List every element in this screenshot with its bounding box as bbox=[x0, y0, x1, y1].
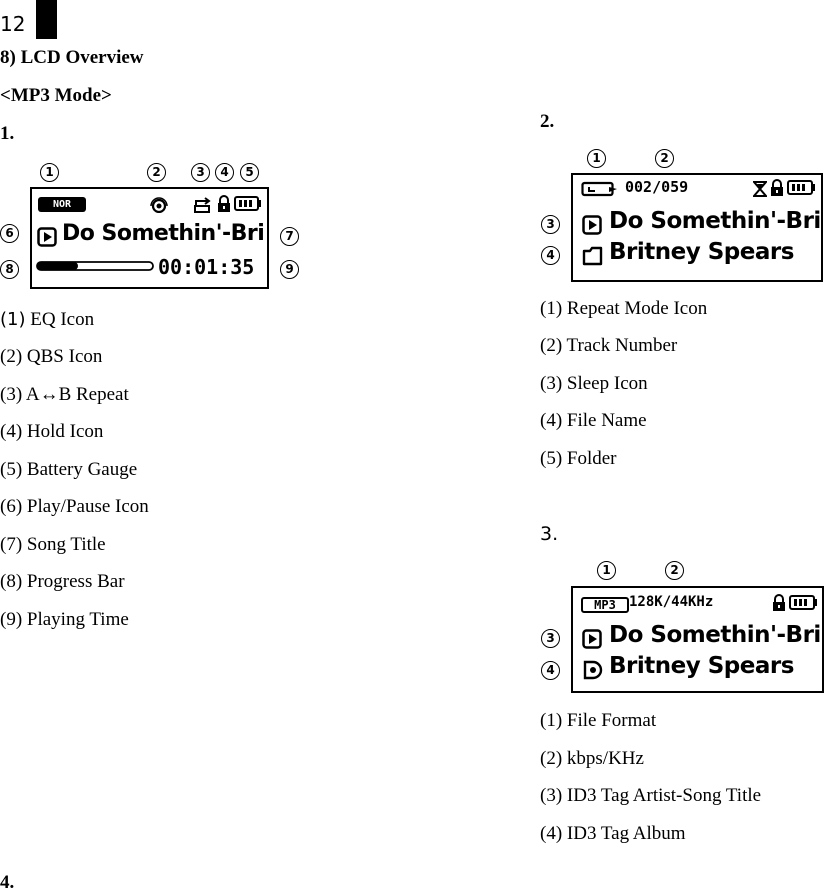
play-pause-icon bbox=[582, 629, 602, 649]
song-title: Do Somethin'-Bri bbox=[62, 221, 265, 246]
s1-item-1-text: EQ Icon bbox=[30, 309, 95, 330]
file-format-icon: MP3 bbox=[581, 597, 629, 613]
section-3-label: 3. bbox=[540, 523, 559, 545]
track-number: 002/059 bbox=[625, 178, 689, 196]
page-number: 12 bbox=[0, 12, 26, 36]
callout-4: 4 bbox=[541, 661, 560, 680]
callout-1: 1 bbox=[587, 149, 606, 168]
callout-5: 5 bbox=[240, 163, 259, 182]
eq-icon: NOR bbox=[38, 197, 86, 212]
sleep-icon bbox=[753, 181, 767, 197]
section-1-label: 1. bbox=[0, 123, 15, 144]
ab-repeat-icon bbox=[193, 196, 213, 214]
qbs-icon bbox=[148, 197, 170, 213]
id3-album: Britney Spears bbox=[609, 653, 794, 679]
hold-icon bbox=[769, 179, 785, 197]
bitrate-samplerate: 128K/44KHz bbox=[629, 594, 714, 610]
callout-3: 3 bbox=[541, 215, 560, 234]
callout-3: 3 bbox=[191, 163, 210, 182]
callout-2: 2 bbox=[655, 149, 674, 168]
s1-item-7: (7) Song Title bbox=[0, 534, 106, 555]
battery-icon bbox=[787, 180, 817, 196]
s1-item-2: (2) QBS Icon bbox=[0, 346, 103, 367]
callout-9: 9 bbox=[280, 260, 299, 279]
callout-2: 2 bbox=[665, 561, 684, 580]
section-4-label: 4. bbox=[0, 872, 15, 893]
repeat-mode-icon bbox=[581, 181, 621, 197]
callout-1: 1 bbox=[597, 561, 616, 580]
s1-item-1 bbox=[0, 309, 94, 331]
lcd-screen-1 bbox=[30, 187, 269, 289]
play-pause-icon bbox=[582, 215, 602, 235]
section-2-label: 2. bbox=[540, 111, 555, 132]
page-tab-marker bbox=[36, 0, 57, 39]
s1-item-8: (8) Progress Bar bbox=[0, 571, 125, 592]
album-icon bbox=[582, 660, 604, 680]
s1-item-6: (6) Play/Pause Icon bbox=[0, 496, 149, 517]
battery-icon bbox=[234, 196, 262, 212]
s3-item-2: (2) kbps/KHz bbox=[540, 748, 644, 769]
battery-icon bbox=[789, 595, 819, 611]
s2-item-1: (1) Repeat Mode Icon bbox=[540, 298, 708, 319]
s2-item-5: (5) Folder bbox=[540, 448, 617, 469]
s3-item-4: (4) ID3 Tag Album bbox=[540, 823, 686, 844]
id3-artist-title: Do Somethin'-Bri bbox=[609, 622, 821, 648]
hold-icon bbox=[216, 195, 232, 213]
callout-4: 4 bbox=[215, 163, 234, 182]
callout-7: 7 bbox=[280, 227, 299, 246]
s1-item-3: (3) A↔B Repeat bbox=[0, 384, 129, 405]
mode-label: <MP3 Mode> bbox=[0, 85, 112, 106]
callout-4: 4 bbox=[541, 246, 560, 265]
progress-bar bbox=[36, 261, 156, 271]
callout-1: 1 bbox=[40, 163, 59, 182]
folder-name: Britney Spears bbox=[609, 239, 794, 265]
play-pause-icon bbox=[37, 227, 57, 247]
callout-2: 2 bbox=[147, 163, 166, 182]
s1-item-4: (4) Hold Icon bbox=[0, 421, 104, 442]
folder-icon bbox=[582, 246, 604, 266]
lcd-screen-3 bbox=[571, 586, 824, 693]
s2-item-3: (3) Sleep Icon bbox=[540, 373, 648, 394]
hold-icon bbox=[771, 594, 787, 612]
callout-8: 8 bbox=[0, 260, 19, 279]
lcd-screen-2 bbox=[571, 173, 823, 282]
file-name: Do Somethin'-Bri bbox=[609, 208, 821, 234]
section-heading: 8) LCD Overview bbox=[0, 47, 144, 68]
s1-item-9: (9) Playing Time bbox=[0, 609, 129, 630]
s1-item-5: (5) Battery Gauge bbox=[0, 459, 138, 480]
s3-item-1: (1) File Format bbox=[540, 710, 657, 731]
s2-item-2: (2) Track Number bbox=[540, 335, 678, 356]
s2-item-4: (4) File Name bbox=[540, 410, 647, 431]
s3-item-3: (3) ID3 Tag Artist-Song Title bbox=[540, 785, 762, 806]
callout-3: 3 bbox=[541, 629, 560, 648]
s1-item-1-number: (1) bbox=[0, 309, 26, 330]
playing-time: 00:01:35 bbox=[158, 255, 255, 279]
callout-6: 6 bbox=[0, 224, 19, 243]
